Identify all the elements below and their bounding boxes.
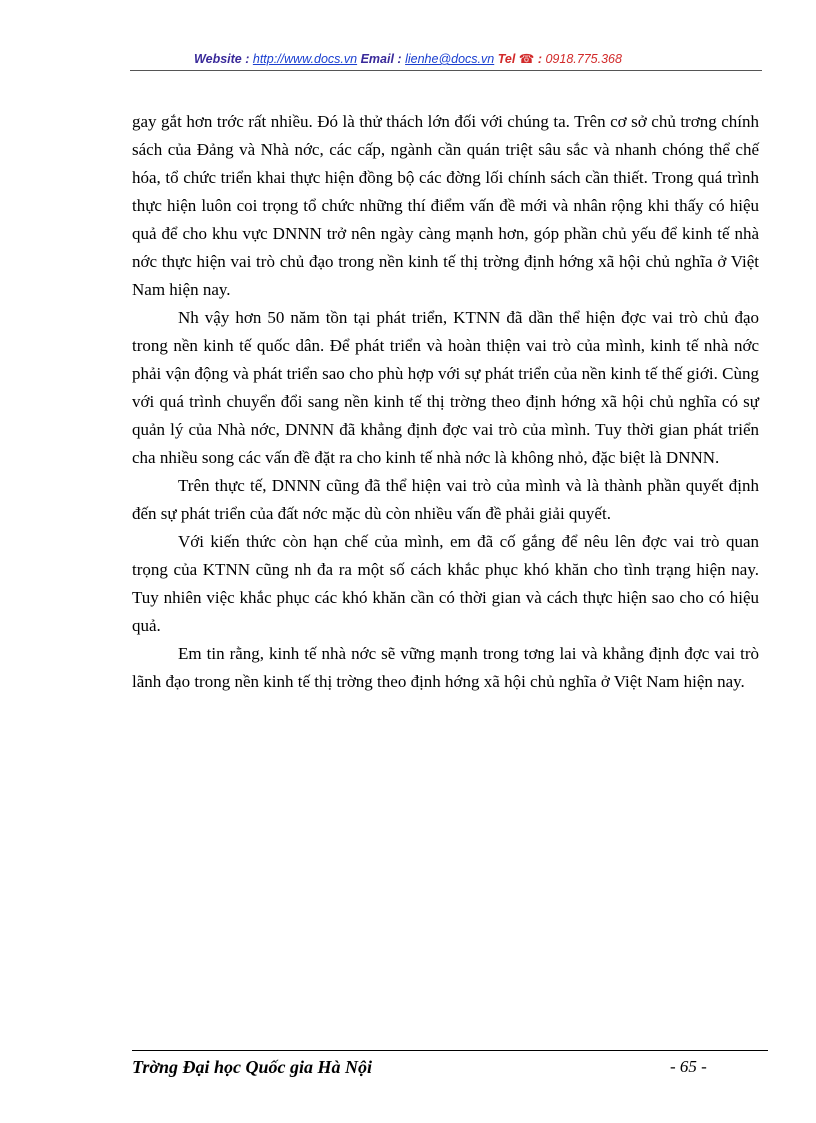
website-label: Website : — [194, 52, 250, 66]
paragraph-1: gay gắt hơn trớc rất nhiều. Đó là thử thách lớn đối với chúng ta. Trên cơ sở chủ trơng chính sách của Đảng và Nhà nớc, các cấp, ngành cần quán triệt sâu sắc và nhanh chóng thể chế hóa, tổ chức triển khai thực hiện đồng bộ các đờng lối chính sách cần thiết. Trong quá trình thực hiện luôn coi trọng tổ chức những thí điểm vấn đề mới và nhân rộng khi thấy có hiệu quả để cho khu vực DNNN trở nên ngày càng mạnh hơn, góp phần chủ yếu để kinh tế nhà nớc thực hiện vai trò chủ đạo trong nền kinh tế thị trờng định hớng xã hội chủ nghĩa ở Việt Nam hiện nay. — [132, 112, 759, 299]
website-link[interactable]: http://www.docs.vn — [252, 52, 358, 66]
paragraph-4: Với kiến thức còn hạn chế của mình, em đã cố gắng để nêu lên đợc vai trò quan trọng của KTNN cũng nh đa ra một số cách khắc phục khó khăn cho tình trạng hiện nay. Tuy nhiên việc khắc phục các khó khăn cần có thời gian và cách thực hiện sao cho có hiệu quả. — [132, 532, 759, 635]
email-separator: : — [397, 52, 402, 66]
page-number: - 65 - — [670, 1057, 707, 1076]
paragraph-3: Trên thực tế, DNNN cũng đã thể hiện vai trò của mình và là thành phần quyết định đến sự phát triển của đất nớc mặc dù còn nhiều vấn đề phải giải quyết. — [132, 476, 759, 523]
tel-label: Tel ☎ : — [497, 52, 542, 66]
paragraph-2: Nh vậy hơn 50 năm tồn tại phát triển, KTNN đã dần thể hiện đợc vai trò chủ đạo trong nền kinh tế quốc dân. Để phát triển và hoàn thiện vai trò của mình, kinh tế nhà nớc phải vận động và phát triển sao cho phù hợp với sự phát triển của nền kinh tế thế giới. Cùng với quá trình chuyển đổi sang nền kinh tế thị trờng theo định hớng xã hội chủ nghĩa có sự quản lý của Nhà nớc, DNNN đã khẳng định đợc vai trò của mình. Tuy thời gian phát triển cha nhiều song các vấn đề đặt ra cho kinh tế nhà nớc là không nhỏ, đặc biệt là DNNN. — [132, 308, 759, 467]
document-body — [132, 108, 759, 696]
email-label: Email — [360, 52, 394, 66]
header-divider — [130, 70, 762, 71]
tel-value: 0918.775.368 — [545, 52, 622, 66]
paragraph-5: Em tin rằng, kinh tế nhà nớc sẽ vững mạnh trong tơng lai và khẳng định đợc vai trò lãnh đạo trong nền kinh tế thị trờng theo định hớng xã hội chủ nghĩa ở Việt Nam hiện nay. — [132, 644, 759, 691]
footer-institution: Trờng Đại học Quốc gia Hà Nội — [132, 1057, 373, 1077]
email-link[interactable]: lienhe@docs.vn — [405, 52, 495, 66]
footer-divider — [132, 1050, 768, 1051]
page-header — [0, 51, 816, 66]
